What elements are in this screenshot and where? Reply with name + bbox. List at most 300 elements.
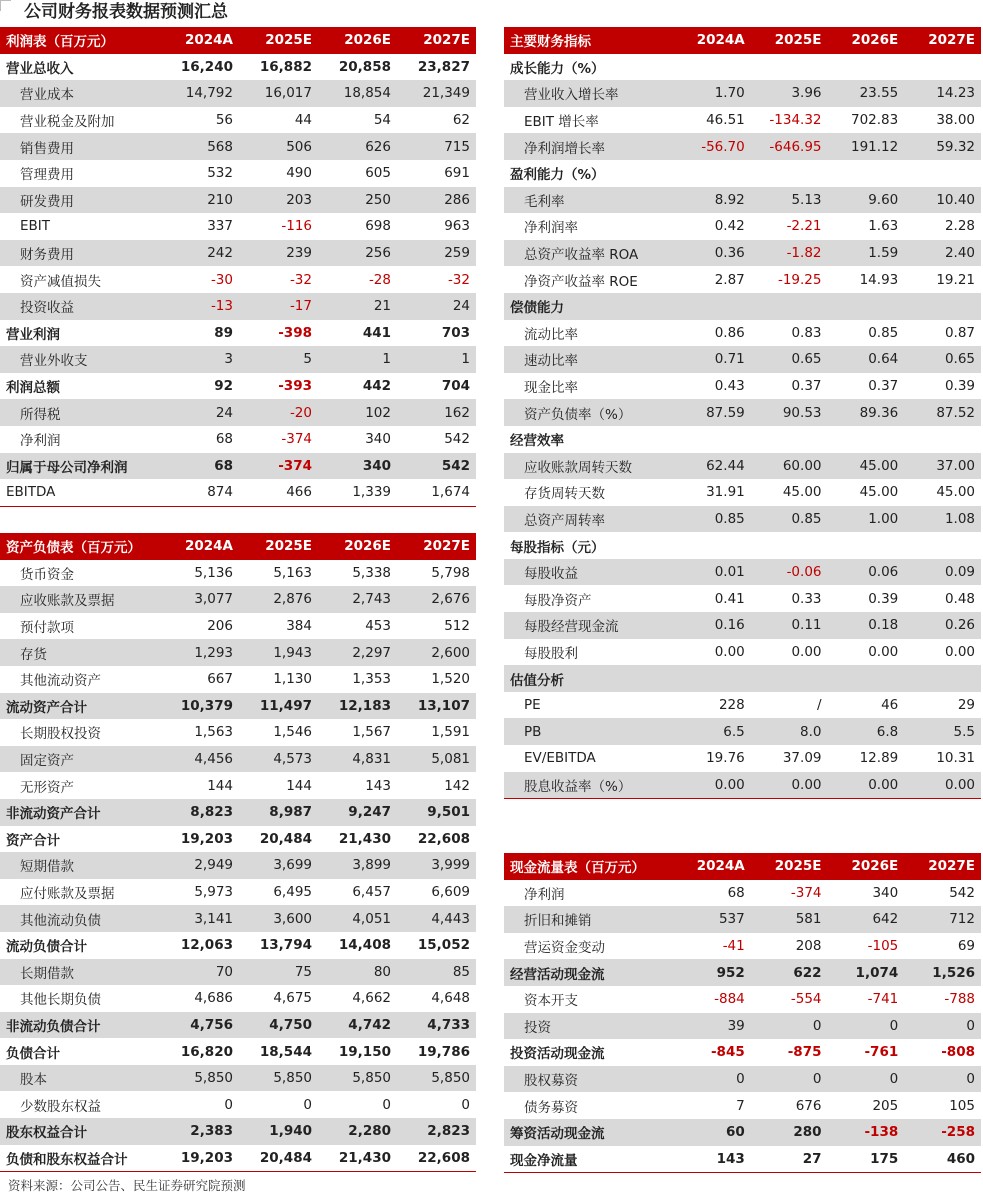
cell-value: 1.08 (904, 506, 981, 533)
cell-value: -398 (278, 324, 312, 341)
cell-value: 0.65 (751, 346, 828, 373)
header-year: 2027E (904, 853, 981, 880)
row-label: 净利润率 (524, 220, 578, 237)
cell-value (674, 293, 751, 320)
cell-value: -134.32 (769, 112, 822, 129)
cell-value: 0.33 (791, 590, 822, 607)
cell-value: 19,203 (160, 1145, 239, 1172)
row-label: 资产合计 (6, 832, 60, 849)
table-row (504, 160, 981, 187)
header-year: 2024A (674, 853, 751, 880)
cell-value: 144 (207, 777, 233, 794)
cell-value: 19,150 (338, 1043, 391, 1060)
cell-value: 5,081 (397, 746, 476, 773)
cell-value: -374 (281, 431, 312, 448)
cell-value: 0 (828, 1013, 905, 1040)
page-title: 公司财务报表数据预测汇总 (24, 2, 228, 22)
cell-value: 0.43 (714, 378, 745, 395)
cell-value: -17 (239, 293, 318, 320)
cell-value: 1,130 (273, 671, 312, 688)
cell-value: 5,850 (397, 1065, 476, 1092)
cell-value: 206 (207, 618, 233, 635)
table-row (504, 240, 981, 267)
cell-value: 5.5 (904, 718, 981, 745)
cell-value: 6.5 (674, 718, 751, 745)
cell-value: 45.00 (936, 484, 975, 501)
cell-value: 46 (881, 697, 899, 714)
row-label: PB (504, 718, 674, 745)
cell-value: -374 (239, 453, 318, 480)
row-label: EBIT 增长率 (524, 114, 599, 131)
table-row (504, 1119, 981, 1146)
row-label: 每股收益 (504, 559, 674, 586)
cell-value (674, 160, 751, 187)
cell-value: 46.51 (706, 112, 745, 129)
table-row (504, 959, 981, 986)
table-row (504, 692, 981, 719)
row-label: 营业利润 (6, 326, 60, 343)
cell-value: 69 (957, 938, 975, 955)
header-year: 2026E (318, 27, 397, 54)
cell-value: 13,107 (397, 693, 476, 720)
cell-value: 0.00 (674, 772, 751, 799)
cell-value: -41 (722, 938, 745, 955)
cell-value: 143 (365, 777, 391, 794)
table-row (504, 1146, 981, 1173)
cell-value: 3,141 (160, 905, 239, 932)
header-year: 2025E (239, 533, 318, 560)
cell-value: 1,526 (904, 959, 981, 986)
cell-value: 5,136 (194, 564, 233, 581)
cell-value: 7 (736, 1097, 745, 1114)
cell-value: 45.00 (828, 453, 905, 480)
cell-value: 1,591 (431, 724, 470, 741)
cell-value: -884 (714, 991, 745, 1008)
cell-value: 23.55 (828, 80, 905, 107)
cell-value: 0 (461, 1096, 470, 1113)
row-label: 每股指标（元） (510, 539, 605, 556)
row-label: 债务募资 (524, 1099, 578, 1116)
row-label: 总资产周转率 (504, 506, 674, 533)
cell-value: 2,876 (239, 586, 318, 613)
cell-value: 5,850 (239, 1065, 318, 1092)
table-row (0, 1145, 476, 1172)
header-year: 2026E (828, 853, 905, 880)
table-row (0, 586, 476, 613)
cell-value: 3,600 (239, 905, 318, 932)
cell-value: 0.71 (674, 346, 751, 373)
table-row (0, 1118, 476, 1145)
cell-value: 12.89 (859, 750, 899, 767)
row-label: 股本 (0, 1065, 160, 1092)
cell-value: 337 (207, 218, 233, 235)
table-row (504, 1039, 981, 1066)
cell-value: 442 (362, 378, 391, 395)
table-header-row (504, 853, 981, 880)
table-row (504, 133, 981, 160)
cell-value: 581 (751, 906, 828, 933)
cell-value: 0 (904, 1013, 981, 1040)
cell-value: 1,339 (318, 479, 397, 506)
cell-value: 0.48 (944, 590, 975, 607)
cell-value: 6,495 (273, 884, 312, 901)
cell-value (828, 532, 905, 559)
cell-value: 9,247 (318, 799, 397, 826)
cell-value: 27 (751, 1146, 828, 1173)
table-row (504, 187, 981, 214)
header-year: 2027E (397, 533, 476, 560)
cell-value: 5,163 (273, 564, 312, 581)
cell-value: 1,940 (239, 1118, 318, 1145)
cell-value: 210 (160, 187, 239, 214)
cell-value: 340 (318, 453, 397, 480)
cell-value: 21,430 (338, 830, 391, 847)
cell-value: -845 (710, 1044, 745, 1061)
cell-value: 2.40 (904, 240, 981, 267)
row-label: 存货 (0, 639, 160, 666)
cell-value: 626 (318, 133, 397, 160)
cell-value: 12,063 (180, 937, 233, 954)
cell-value: 90.53 (751, 399, 828, 426)
row-label: 应收账款周转天数 (504, 453, 674, 480)
cell-value (904, 532, 981, 559)
cell-value: 5,798 (431, 564, 470, 581)
cell-value: 0.00 (828, 772, 905, 799)
cell-value (674, 426, 751, 453)
cell-value: -1.82 (751, 240, 828, 267)
cell-value: 256 (318, 240, 397, 267)
cell-value: 1,546 (273, 724, 312, 741)
row-label: 短期借款 (0, 852, 160, 879)
cell-value: 4,443 (397, 905, 476, 932)
table-row (0, 719, 476, 746)
balance-sheet-table (0, 533, 476, 1172)
row-label: 营运资金变动 (524, 940, 605, 957)
cell-value: 1,293 (160, 639, 239, 666)
cell-value: 105 (949, 1097, 975, 1114)
cell-value: 6.8 (828, 718, 905, 745)
cash-flow-table (504, 853, 981, 1173)
cell-value: 4,573 (239, 746, 318, 773)
cell-value: 441 (362, 324, 391, 341)
cell-value: 0.85 (751, 506, 828, 533)
table-row (0, 107, 476, 134)
cell-value: 144 (286, 777, 312, 794)
income-statement-table (0, 27, 476, 507)
cell-value: 1.00 (828, 506, 905, 533)
cell-value: 14.93 (859, 271, 899, 288)
cell-value: -258 (904, 1119, 981, 1146)
cell-value: 2,743 (318, 586, 397, 613)
table-row (504, 880, 981, 907)
row-label: 研发费用 (0, 187, 160, 214)
row-label: 净利润增长率 (504, 133, 674, 160)
row-label: 估值分析 (504, 665, 674, 692)
table-row (504, 293, 981, 320)
header-year: 2025E (239, 27, 318, 54)
row-label: 利润总额 (6, 380, 60, 397)
table-row (0, 346, 476, 373)
row-label: 资本开支 (524, 993, 578, 1010)
cell-value: 3.96 (751, 80, 828, 107)
cell-value: 0 (828, 1066, 905, 1093)
cell-value: 205 (872, 1097, 899, 1114)
cell-value: 1,567 (352, 724, 391, 741)
table-row (504, 54, 981, 81)
cell-value: 2.28 (944, 218, 975, 235)
cell-value: 460 (904, 1146, 981, 1173)
table-row (504, 506, 981, 533)
cell-value: 4,648 (431, 990, 470, 1007)
table-row (0, 693, 476, 720)
table-row (504, 639, 981, 666)
row-label: 存货周转天数 (524, 486, 605, 503)
cell-value: 5,850 (318, 1065, 397, 1092)
cell-value: 0.39 (868, 590, 899, 607)
cell-value: 54 (373, 112, 391, 129)
cell-value (751, 160, 828, 187)
table-row (0, 932, 476, 959)
header-year: 2027E (904, 27, 981, 54)
cell-value: -554 (790, 991, 822, 1008)
table-row (0, 666, 476, 693)
cell-value (674, 665, 751, 692)
header-title: 资产负债表（百万元） (0, 533, 160, 560)
table-row (504, 399, 981, 426)
cell-value (828, 426, 905, 453)
cell-value: 6,457 (352, 884, 391, 901)
row-label: 归属于母公司净利润 (0, 453, 160, 480)
cell-value: -32 (447, 271, 470, 288)
cell-value: 691 (444, 165, 470, 182)
cell-value: 8.92 (674, 187, 751, 214)
table-row (0, 613, 476, 640)
cell-value: 1,563 (194, 724, 233, 741)
table-row (504, 559, 981, 586)
cell-value: 20,858 (338, 58, 391, 75)
row-label: 经营活动现金流 (504, 959, 674, 986)
cell-value: 0 (224, 1096, 233, 1113)
table-row (0, 320, 476, 347)
header-year: 2026E (828, 27, 905, 54)
cell-value: 14.23 (904, 80, 981, 107)
cell-value: 250 (318, 187, 397, 214)
header-title: 利润表（百万元） (0, 27, 160, 54)
cell-value: 676 (795, 1097, 822, 1114)
table-row (0, 985, 476, 1012)
cell-value: 0.06 (828, 559, 905, 586)
cell-value: 0.00 (791, 643, 822, 660)
table-row (504, 986, 981, 1013)
cell-value: 340 (872, 884, 899, 901)
row-label: 筹资活动现金流 (504, 1119, 674, 1146)
cell-value: 4,456 (160, 746, 239, 773)
header-year: 2024A (674, 27, 751, 54)
table-row (0, 639, 476, 666)
table-header-row (0, 533, 476, 560)
cell-value: 175 (828, 1146, 905, 1173)
cell-value: 9.60 (828, 187, 905, 214)
cell-value (674, 54, 751, 81)
cell-value: 85 (397, 959, 476, 986)
row-label: 每股股利 (524, 645, 578, 662)
row-label: 投资 (504, 1013, 674, 1040)
cell-value: 75 (239, 959, 318, 986)
cell-value: 952 (674, 959, 751, 986)
cell-value (904, 160, 981, 187)
table-row (0, 879, 476, 906)
row-label: 偿债能力 (504, 293, 674, 320)
row-label: 经营效率 (510, 433, 564, 450)
cell-value: 0.26 (904, 612, 981, 639)
row-label: 净利润 (524, 886, 565, 903)
cell-value: 23,827 (417, 58, 470, 75)
table-header-row (504, 27, 981, 54)
row-label: 股权募资 (504, 1066, 674, 1093)
row-label: 资产减值损失 (20, 273, 101, 290)
row-label: 流动资产合计 (0, 693, 160, 720)
table-row (504, 585, 981, 612)
cell-value: 18,854 (318, 80, 397, 107)
cell-value: -20 (239, 399, 318, 426)
cell-value: 4,051 (318, 905, 397, 932)
table-row (504, 665, 981, 692)
cell-value: 87.59 (674, 399, 751, 426)
table-row (504, 426, 981, 453)
cell-value: 70 (160, 959, 239, 986)
cell-value: 45.00 (859, 484, 899, 501)
cell-value: 8,823 (160, 799, 239, 826)
cell-value: 542 (397, 453, 476, 480)
header-title: 现金流量表（百万元） (504, 853, 674, 880)
cell-value: 0.64 (828, 346, 905, 373)
cell-value: 568 (160, 133, 239, 160)
cell-value: 2,383 (160, 1118, 239, 1145)
cell-value: 0.11 (751, 612, 828, 639)
cell-value: 280 (751, 1119, 828, 1146)
table-row (0, 213, 476, 240)
cell-value: 0.85 (674, 506, 751, 533)
table-row (504, 266, 981, 293)
row-label: 盈利能力（%） (510, 167, 605, 184)
cell-value: -13 (160, 293, 239, 320)
row-label: 每股经营现金流 (504, 612, 674, 639)
row-label: 其他流动负债 (0, 905, 160, 932)
header-title: 主要财务指标 (504, 27, 674, 54)
row-label: 应收账款及票据 (0, 586, 160, 613)
cell-value (751, 665, 828, 692)
cell-value: 102 (318, 399, 397, 426)
cell-value: 0.00 (868, 643, 899, 660)
cell-value: 0.85 (868, 324, 899, 341)
cell-value: 532 (207, 165, 233, 182)
cell-value: 15,052 (417, 937, 470, 954)
cell-value: 208 (795, 938, 822, 955)
table-row (0, 905, 476, 932)
cell-value: 44 (294, 112, 312, 129)
corner-mark (0, 0, 11, 11)
table-row (0, 560, 476, 587)
row-label: 所得税 (0, 399, 160, 426)
row-label: 每股净资产 (524, 592, 592, 609)
cell-value: 2,297 (318, 639, 397, 666)
cell-value: 1,074 (828, 959, 905, 986)
cell-value (904, 54, 981, 81)
cell-value: 8.0 (751, 718, 828, 745)
cell-value: 1,674 (397, 479, 476, 506)
cell-value: 37.00 (904, 453, 981, 480)
cell-value: 0.41 (714, 590, 745, 607)
table-row (0, 826, 476, 853)
table-row (0, 746, 476, 773)
cell-value: 4,686 (194, 990, 233, 1007)
cell-value: 5,850 (160, 1065, 239, 1092)
cell-value: -138 (828, 1119, 905, 1146)
cell-value: / (816, 697, 822, 714)
table-row (0, 54, 476, 81)
cell-value: 68 (727, 884, 745, 901)
row-label: 流动负债合计 (6, 939, 87, 956)
cell-value: 10.40 (904, 187, 981, 214)
cell-value (751, 54, 828, 81)
header-year: 2026E (318, 533, 397, 560)
cell-value: 16,820 (180, 1043, 233, 1060)
cell-value: 62.44 (674, 453, 751, 480)
row-label: 股东权益合计 (0, 1118, 160, 1145)
cell-value (828, 54, 905, 81)
cell-value (904, 293, 981, 320)
cell-value: 0.00 (714, 643, 745, 660)
cell-value: 605 (365, 165, 391, 182)
cell-value: 0.16 (674, 612, 751, 639)
cell-value: -2.21 (786, 218, 822, 235)
cell-value: 0.00 (904, 772, 981, 799)
cell-value: 506 (239, 133, 318, 160)
source-note: 资料来源：公司公告、民生证券研究院预测 (8, 1178, 246, 1193)
table-row (0, 240, 476, 267)
cell-value: 62 (452, 112, 470, 129)
row-label: 投资收益 (0, 293, 160, 320)
cell-value: 2.87 (714, 271, 745, 288)
cell-value: 11,497 (239, 693, 318, 720)
cell-value: 490 (286, 165, 312, 182)
cell-value: 0 (674, 1066, 751, 1093)
cell-value: 0 (904, 1066, 981, 1093)
table-row (0, 799, 476, 826)
table-row (504, 80, 981, 107)
cell-value: 24 (397, 293, 476, 320)
cell-value: 20,484 (259, 830, 312, 847)
cell-value: 22,608 (397, 1145, 476, 1172)
table-row (0, 426, 476, 453)
cell-value: 703 (441, 324, 470, 341)
table-row (0, 1012, 476, 1039)
cell-value: -32 (289, 271, 312, 288)
cell-value: 542 (949, 884, 975, 901)
cell-value: 89 (214, 324, 233, 341)
cell-value: 0.00 (751, 772, 828, 799)
cell-value: 16,240 (180, 58, 233, 75)
row-label: 净资产收益率 ROE (524, 273, 638, 290)
table-row (504, 1013, 981, 1040)
table-row (504, 772, 981, 799)
cell-value: 6,609 (431, 884, 470, 901)
cell-value: 0.65 (904, 346, 981, 373)
cell-value: 10,379 (160, 693, 239, 720)
cell-value: 31.91 (706, 484, 745, 501)
header-year: 2024A (160, 533, 239, 560)
cell-value: -56.70 (674, 133, 751, 160)
